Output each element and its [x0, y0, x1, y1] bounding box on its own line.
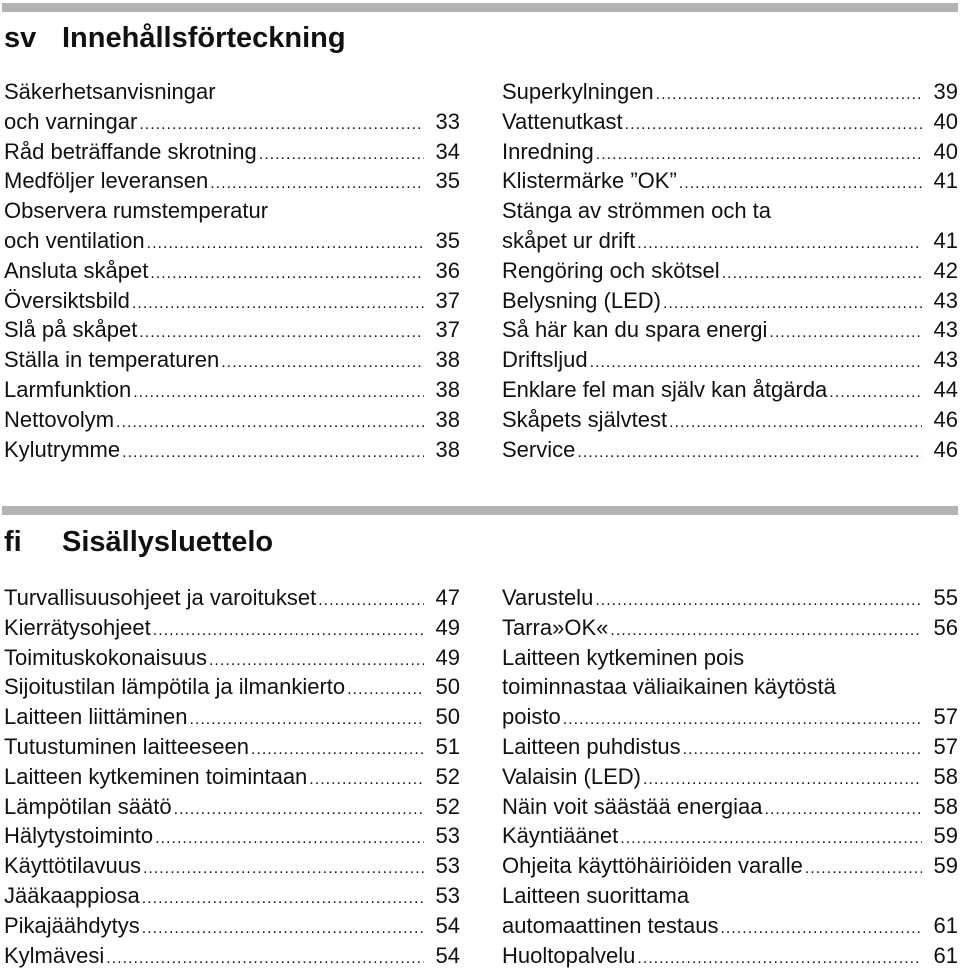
dot-leader: [139, 318, 424, 348]
toc-entry-title: Enklare fel man själv kan åtgärda: [502, 376, 828, 402]
toc-entry: [502, 345, 958, 375]
toc-entry: [4, 375, 460, 405]
toc-entry: [502, 196, 958, 226]
toc-entry-page: 33: [435, 108, 460, 134]
toc-entry-page: 43: [933, 287, 958, 313]
dot-leader: [637, 944, 922, 973]
toc-entry-title: Laitteen kytkeminen pois: [502, 644, 745, 670]
dot-leader: [765, 795, 923, 825]
toc-entry-page: 35: [435, 168, 460, 194]
toc-entry: [502, 375, 958, 405]
toc-entry: [502, 226, 958, 256]
toc-entry-page: 39: [933, 79, 958, 104]
toc-entry-title: skåpet ur drift: [502, 227, 636, 253]
section-title: Innehållsförteckning: [62, 22, 346, 54]
dot-leader: [595, 586, 922, 616]
dot-leader: [669, 408, 922, 438]
dot-leader: [656, 80, 922, 110]
toc-entry-page: 58: [933, 793, 958, 819]
toc-entry-page: 53: [435, 823, 460, 849]
dot-leader: [251, 735, 424, 765]
toc-entry: [502, 315, 958, 345]
toc-entry: [502, 643, 958, 673]
toc-entry: [502, 166, 958, 196]
toc-entry-page: 36: [435, 257, 460, 283]
toc-entry-title: Säkerhetsanvisningar: [4, 79, 216, 104]
toc-entry-title: Laitteen suorittama: [502, 882, 690, 908]
dot-leader: [625, 110, 922, 140]
dot-leader: [143, 854, 424, 884]
toc-entry: [4, 107, 460, 137]
toc-entry-title: Tarra»OK«: [502, 614, 609, 640]
dot-leader: [347, 675, 424, 705]
toc-entry-title: Skåpets självtest: [502, 406, 668, 432]
toc-entry: [4, 851, 460, 881]
toc-entry-title: Turvallisuusohjeet ja varoitukset: [4, 585, 317, 610]
toc-entry: [4, 405, 460, 435]
toc-entry-title: Inredning: [502, 138, 594, 164]
toc-entry-title: Kylutrymme: [4, 436, 121, 462]
toc-entry: [4, 672, 460, 702]
toc-entry-page: 61: [933, 942, 958, 968]
dot-leader: [142, 914, 424, 944]
toc-entry: [4, 881, 460, 911]
toc-entry: [4, 911, 460, 941]
toc-entry-page: 34: [435, 138, 460, 164]
dot-leader: [174, 795, 424, 825]
toc-entry-title: Varustelu: [502, 585, 594, 610]
toc-entry-title: Ställa in temperaturen: [4, 347, 220, 373]
toc-entry: [4, 226, 460, 256]
toc-entry-page: 37: [435, 317, 460, 343]
dot-leader: [722, 259, 922, 289]
dot-leader: [142, 884, 424, 914]
toc-entry-page: 57: [933, 733, 958, 759]
toc-entry-title: Vattenutkast: [502, 108, 623, 134]
toc-entry: [502, 762, 958, 792]
toc-entry: [4, 941, 460, 971]
dot-leader: [147, 229, 424, 259]
toc-entry-title: Klistermärke ”OK”: [502, 168, 677, 194]
section-heading: [4, 526, 273, 559]
section-title: Sisällysluettelo: [62, 526, 274, 558]
dot-leader: [209, 646, 424, 676]
toc-entry: [502, 256, 958, 286]
toc-entry-title: Hälytystoiminto: [4, 823, 154, 849]
toc-entry-title: Valaisin (LED): [502, 763, 641, 789]
toc-entry-title: Medföljer leveransen: [4, 168, 209, 194]
toc-entry-page: 42: [933, 257, 958, 283]
toc-column-right: [502, 583, 958, 970]
toc-entry: [502, 137, 958, 167]
toc-entry-page: 38: [435, 347, 460, 373]
dot-leader: [122, 438, 424, 468]
toc-entry-page: 51: [435, 733, 460, 759]
toc-entry-page: 50: [435, 674, 460, 700]
dot-leader: [610, 616, 922, 646]
language-code: fi: [4, 526, 22, 558]
toc-entry-title: Översiktsbild: [4, 287, 130, 313]
toc-entry-page: 53: [435, 882, 460, 908]
toc-entry-page: 52: [435, 793, 460, 819]
toc-entry-page: 49: [435, 614, 460, 640]
dot-leader: [155, 824, 424, 854]
toc-entry-title: Kierrätysohjeet: [4, 614, 151, 640]
toc-entry-title: Råd beträffande skrotning: [4, 138, 257, 164]
dot-leader: [259, 140, 424, 170]
toc-entry: [4, 583, 460, 613]
toc-entry: [502, 702, 958, 732]
toc-entry-page: 53: [435, 853, 460, 879]
toc-entry-title: Jääkaappiosa: [4, 882, 140, 908]
toc-entry: [502, 911, 958, 941]
toc-entry-page: 58: [933, 763, 958, 789]
toc-entry-title: Ohjeita käyttöhäiriöiden varalle: [502, 853, 803, 879]
toc-entry: [502, 881, 958, 911]
dot-leader: [590, 348, 922, 378]
toc-entry-title: Observera rumstemperatur: [4, 198, 269, 224]
toc-entry: [4, 762, 460, 792]
toc-entry-title: Pikajäähdytys: [4, 912, 140, 938]
dot-leader: [150, 259, 424, 289]
dot-leader: [132, 289, 424, 319]
language-code: sv: [4, 22, 37, 54]
toc-entry: [502, 672, 958, 702]
dot-leader: [720, 914, 922, 944]
toc-entry-title: Laitteen kytkeminen toimintaan: [4, 763, 308, 789]
toc-entry-title: Käyntiäänet: [502, 823, 619, 849]
toc-entry-title: Tutustuminen laitteeseen: [4, 733, 249, 759]
toc-entry-page: 46: [933, 406, 958, 432]
toc-entry-page: 54: [435, 942, 460, 968]
toc-entry-title: Käyttötilavuus: [4, 853, 141, 879]
toc-entry: [502, 583, 958, 613]
toc-entry-page: 43: [933, 347, 958, 373]
dot-leader: [106, 944, 424, 973]
section-divider: [2, 3, 958, 12]
toc-entry: [4, 435, 460, 465]
dot-leader: [596, 140, 922, 170]
toc-entry-title: Kylmävesi: [4, 942, 105, 968]
dot-leader: [620, 824, 922, 854]
toc-entry-title: Sijoitustilan lämpötila ja ilmankierto: [4, 674, 346, 700]
toc-entry: [4, 196, 460, 226]
toc-entry-page: 55: [933, 585, 958, 610]
toc-entry-title: Service: [502, 436, 576, 462]
section-heading: [4, 22, 346, 55]
toc-entry-page: 46: [933, 436, 958, 462]
dot-leader: [829, 378, 922, 408]
toc-entry: [4, 702, 460, 732]
toc-entry-page: 41: [933, 227, 958, 253]
toc-entry-page: 37: [435, 287, 460, 313]
toc-entry-title: Rengöring och skötsel: [502, 257, 720, 283]
toc-entry-title: Superkylningen: [502, 79, 654, 104]
toc-entry: [502, 941, 958, 971]
toc-entry: [4, 286, 460, 316]
dot-leader: [139, 110, 424, 140]
toc-entry-title: Driftsljud: [502, 347, 588, 373]
toc-entry: [4, 315, 460, 345]
toc-entry-page: 59: [933, 853, 958, 879]
toc-entry-page: 52: [435, 763, 460, 789]
toc-entry-page: 40: [933, 138, 958, 164]
dot-leader: [683, 735, 922, 765]
toc-entry-page: 38: [435, 436, 460, 462]
toc-entry-page: 43: [933, 317, 958, 343]
toc-entry: [502, 435, 958, 465]
toc-entry-page: 47: [435, 585, 460, 610]
toc-entry-title: toiminnastaa väliaikainen käytöstä: [502, 674, 836, 700]
toc-entry-title: Näin voit säästää energiaa: [502, 793, 763, 819]
toc-entry-title: Ansluta skåpet: [4, 257, 149, 283]
toc-entry: [502, 405, 958, 435]
toc-column-left: [4, 77, 460, 464]
toc-entry-title: Så här kan du spara energi: [502, 317, 768, 343]
dot-leader: [318, 586, 424, 616]
toc-entry: [502, 77, 958, 107]
dot-leader: [153, 616, 424, 646]
toc-entry: [502, 613, 958, 643]
toc-entry-page: 35: [435, 227, 460, 253]
dot-leader: [769, 318, 922, 348]
toc-entry-page: 44: [933, 376, 958, 402]
toc-entry: [502, 851, 958, 881]
toc-entry: [502, 286, 958, 316]
toc-entry-page: 40: [933, 108, 958, 134]
toc-entry: [502, 792, 958, 822]
toc-section-sv: [0, 0, 960, 462]
toc-entry-page: 41: [933, 168, 958, 194]
toc-entry-title: Slå på skåpet: [4, 317, 138, 343]
toc-entry-page: 61: [933, 912, 958, 938]
toc-entry: [4, 345, 460, 375]
toc-entry-title: och varningar: [4, 108, 138, 134]
dot-leader: [563, 705, 922, 735]
dot-leader: [116, 408, 424, 438]
toc-entry-title: och ventilation: [4, 227, 145, 253]
toc-entry-title: Belysning (LED): [502, 287, 661, 313]
toc-entry-title: automaattinen testaus: [502, 912, 719, 938]
dot-leader: [679, 169, 922, 199]
dot-leader: [577, 438, 922, 468]
toc-entry: [4, 256, 460, 286]
toc-entry-title: Laitteen puhdistus: [502, 733, 681, 759]
toc-entry: [4, 166, 460, 196]
toc-entry: [502, 107, 958, 137]
toc-entry: [4, 732, 460, 762]
toc-entry: [4, 821, 460, 851]
dot-leader: [637, 229, 922, 259]
section-divider: [2, 506, 958, 515]
toc-column-left: [4, 583, 460, 970]
toc-entry: [4, 643, 460, 673]
toc-entry-title: Toimituskokonaisuus: [4, 644, 207, 670]
toc-entry-title: Huoltopalvelu: [502, 942, 636, 968]
toc-entry: [502, 732, 958, 762]
toc-entry: [4, 137, 460, 167]
dot-leader: [189, 705, 424, 735]
dot-leader: [663, 289, 922, 319]
toc-entry-title: Lämpötilan säätö: [4, 793, 172, 819]
dot-leader: [133, 378, 424, 408]
toc-entry-page: 59: [933, 823, 958, 849]
toc-entry-page: 56: [933, 614, 958, 640]
toc-entry-page: 38: [435, 406, 460, 432]
toc-entry-page: 38: [435, 376, 460, 402]
dot-leader: [309, 765, 424, 795]
dot-leader: [805, 854, 922, 884]
dot-leader: [210, 169, 424, 199]
toc-entry-title: Laitteen liittäminen: [4, 704, 188, 730]
toc-entry-title: Stänga av strömmen och ta: [502, 198, 772, 224]
toc-entry-title: Larmfunktion: [4, 376, 132, 402]
toc-entry: [4, 792, 460, 822]
toc-entry-page: 57: [933, 704, 958, 730]
toc-entry-title: poisto: [502, 704, 561, 730]
dot-leader: [221, 348, 424, 378]
toc-entry: [4, 613, 460, 643]
dot-leader: [643, 765, 922, 795]
toc-entry: [502, 821, 958, 851]
toc-section-fi: [0, 506, 960, 968]
toc-entry-page: 49: [435, 644, 460, 670]
toc-entry-page: 50: [435, 704, 460, 730]
toc-entry-title: Nettovolym: [4, 406, 115, 432]
toc-entry: [4, 77, 460, 107]
toc-entry-page: 54: [435, 912, 460, 938]
toc-column-right: [502, 77, 958, 464]
